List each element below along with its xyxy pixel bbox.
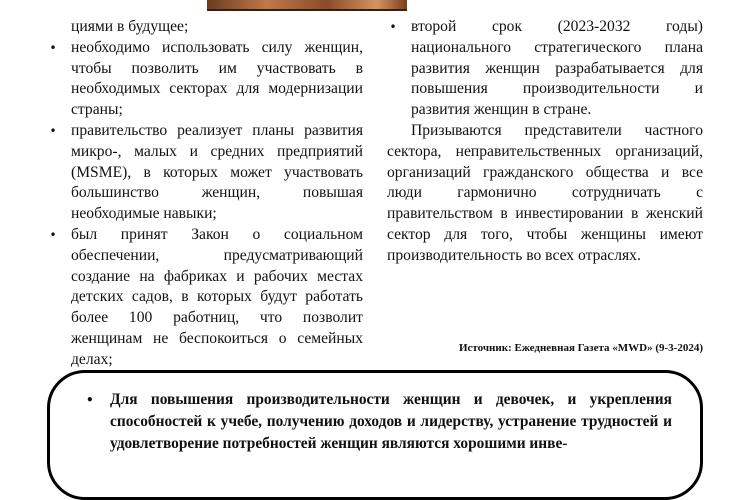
highlight-box — [47, 370, 703, 500]
list-item-text: необходимо использовать силу женщин, чтобы позволить им участвовать в необходимых секторах для модернизации страны; — [71, 38, 363, 119]
list-item — [47, 121, 363, 225]
list-item — [387, 17, 703, 121]
source-citation: Источник: Ежедневная Газета «MWD» (9-3-2024) — [458, 342, 703, 354]
highlight-text: Для повышения производительности женщин и девочек, и укрепления способностей к учебе, получению доходов и лидерству, устранение трудностей и удовлетворение потребностей женщин являются хорошими инве- — [110, 391, 672, 452]
list-item — [47, 38, 363, 121]
list-item-text: циями в будущее; — [71, 18, 189, 35]
bullet-icon: • — [389, 20, 397, 34]
list-item-text: второй срок (2023-2032 годы) национального стратегического плана развития женщин разрабатывается для повышения производительности и развития женщин в стране. — [411, 18, 703, 119]
list-item — [47, 225, 363, 371]
bullet-icon: • — [49, 227, 57, 242]
list-item-text: был принят Закон о социальном обеспечении, предусматривающий создание на фабриках и рабочих местах детских садов, в которых будут работать более 100 работниц, что позволит женщинам не беспокоиться о семейных делах; — [71, 225, 363, 368]
right-column — [387, 17, 703, 267]
left-column — [47, 17, 363, 371]
bullet-icon: • — [49, 123, 57, 138]
body-paragraph: Призываются представители частного сектора, неправительственных организаций, организаций гражданского общества и все люди гармонично сотрудничать с правительством в инвестировании в женский сектор для того, чтобы женщины имеют производительность во всех отраслях. — [387, 121, 703, 264]
bullet-icon: • — [49, 40, 57, 55]
list-item-text: правительство реализует планы развития микро-, малых и средних предприятий (MSME), в которых может участвовать большинство женщин, повышая необходимые навыки; — [71, 121, 363, 223]
bullet-icon: • — [86, 393, 94, 407]
list-item — [47, 17, 363, 38]
highlight-item — [86, 389, 672, 455]
header-photo — [207, 0, 407, 11]
